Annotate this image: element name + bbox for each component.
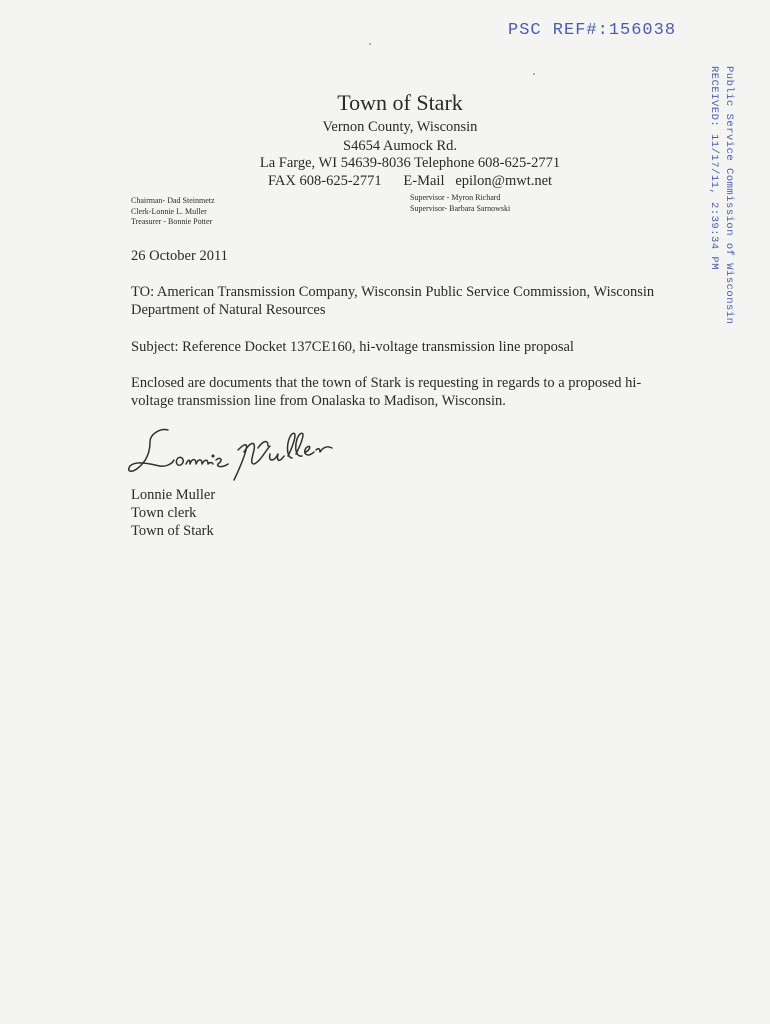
received-stamp-date: RECEIVED: 11/17/11, 2:39:34 PM: [708, 66, 720, 271]
signer-organization: Town of Stark: [131, 523, 214, 539]
psc-reference-stamp: PSC REF#:156038: [508, 21, 677, 40]
letterhead-title: Town of Stark: [337, 90, 463, 115]
signer-title: Town clerk: [131, 505, 197, 521]
received-stamp-agency: Public Service Commission of Wisconsin: [723, 66, 735, 325]
officer-chairman: Chairman- Dad Steinmetz: [131, 196, 215, 205]
officer-treasurer: Treasurer - Bonnie Potter: [131, 217, 213, 226]
letter-recipients-line-2: Department of Natural Resources: [131, 302, 326, 318]
letter-date: 26 October 2011: [131, 248, 228, 264]
handwritten-signature: [120, 420, 350, 490]
letter-body-line-2: voltage transmission line from Onalaska to Madison, Wisconsin.: [131, 393, 506, 409]
officers-list-right: [410, 193, 510, 214]
officer-supervisor-1: Supervisor - Myron Richard: [410, 193, 501, 202]
letterhead-city-phone: La Farge, WI 54639-8036 Telephone 608-625-2771: [259, 155, 561, 171]
officers-list-left: [131, 196, 215, 228]
letter-body-line-1: Enclosed are documents that the town of Stark is requesting in regards to a proposed hi-: [131, 375, 642, 391]
letterhead-address: S4654 Aumock Rd.: [343, 138, 457, 154]
officer-clerk: Clerk-Lonnie L. Muller: [131, 206, 207, 216]
scan-speck: [369, 43, 371, 45]
received-stamp: [706, 66, 742, 336]
letterhead-fax-email: FAX 608-625-2771 E-Mail epilon@mwt.net: [267, 173, 553, 189]
signer-name: Lonnie Muller: [131, 487, 216, 503]
officer-supervisor-2: Supervisor- Barbara Sarnowski: [410, 203, 511, 213]
scan-speck: [533, 73, 535, 75]
letter-subject: Subject: Reference Docket 137CE160, hi-voltage transmission line proposal: [131, 339, 574, 355]
letter-recipients-line-1: TO: American Transmission Company, Wisconsin Public Service Commission, Wisconsin: [131, 284, 655, 300]
letterhead-county: Vernon County, Wisconsin: [322, 119, 478, 135]
